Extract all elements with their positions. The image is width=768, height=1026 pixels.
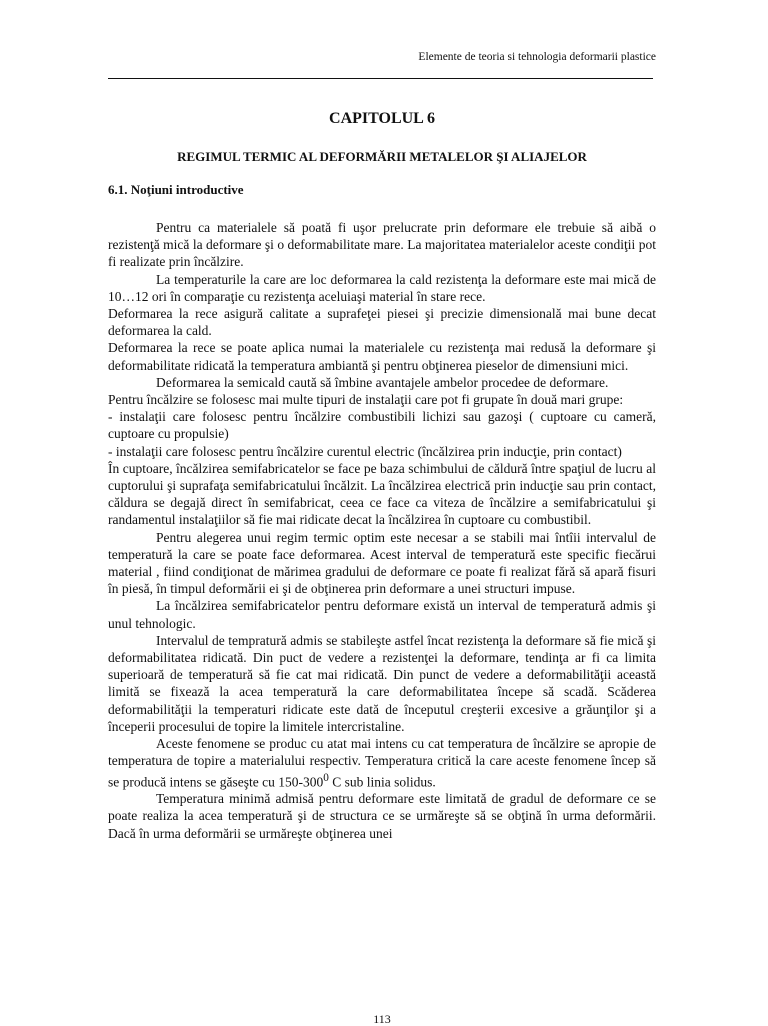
paragraph-text: C sub linia solidus. — [328, 774, 436, 789]
paragraph: La temperaturile la care are loc deformarea la cald rezistenţa la deformare este mai mică de 10…12 ori în comparaţie cu rezistenţa aceluiaşi material în stare rece. — [108, 271, 656, 304]
paragraph — [108, 735, 656, 790]
paragraph: Pentru alegerea unui regim termic optim este necesar a se stabili mai întîii intervalul de temperatură la care se poate face deformarea. Acest interval de temperatură este specific fiecărui material , fiind condiţionat de mărimea gradului de deformare ce poate fi realizat fără să apară fisuri în piesă, în timpul deformării ei şi de obţinerea prin deformare a unei structuri impuse. — [108, 529, 656, 597]
paragraph: Intervalul de tempratură admis se stabileşte astfel încat rezistenţa la deformare să fie mică şi deformabilitatea ridicată. Din puct de vedere a rezistenţei la deformare, tendinţa ar fi ca limita superioară de temperatură să fie cat mai ridicată. Din punct de vedere a deformabilităţii această limită se fixează la acea temperatură la care deformabilitatea începe să scadă. Scăderea deformabilităţii la temperaturi ridicate este dată de începutul creşterii excesive a grăunţilor şi a începerii procesului de topire la limitele intercristaline. — [108, 632, 656, 734]
list-item: - instalaţii care folosesc pentru încălzire curentul electric (încălzirea prin inducţie, prin contact) — [108, 443, 622, 459]
paragraph: Deformarea la semicald caută să îmbine avantajele ambelor procedee de deformare. — [156, 374, 609, 390]
header-rule — [108, 78, 653, 79]
paragraph: În cuptoare, încălzirea semifabricatelor se face pe baza schimbului de căldură între spaţiul de lucru al cuptorului şi suprafaţa semifabricatului încălzit. La încălzirea electrică prin inducţie sau prin contact, căldura se degajă direct în semifabricat, ceea ce face ca viteza de încălzire a semifabricatului şi randamentul instalaţiilor să fie mai ridicate decat la încălzirea în cuptoare cu combustibil. — [108, 460, 656, 528]
chapter-title: CAPITOLUL 6 — [329, 110, 435, 127]
section-title: 6.1. Noţiuni introductive — [108, 182, 244, 197]
superscript-degree: 0 — [323, 771, 329, 784]
paragraph: Deformarea la rece asigură calitate a suprafeţei piesei şi precizie dimensională mai bune decat deformarea la cald. — [108, 306, 656, 339]
list-item: - instalaţii care folosesc pentru încălzire combustibili lichizi sau gazoşi ( cuptoare cu cameră, cuptoare cu propulsie) — [108, 409, 656, 442]
body-text — [108, 219, 656, 842]
paragraph-text: Aceste fenomene se produc cu atat mai intens cu cat temperatura de încălzire se apropie de temperatura de topire a materialului respectiv. Temperatura critică la care aceste fenomene încep să se producă intens se găseşte cu 150-300 — [108, 736, 656, 789]
paragraph: Pentru ca materialele să poată fi uşor prelucrate prin deformare ele trebuie să aibă o rezistenţă mică la deformare şi o deformabilitate mare. La majoritatea materialelor aceste condiţii pot fi realizate prin încălzire. — [108, 220, 656, 270]
running-header: Elemente de teoria si tehnologia deformarii plastice — [418, 51, 656, 63]
page-number: 113 — [373, 1012, 391, 1026]
paragraph: Temperatura minimă admisă pentru deformare este limitată de gradul de deformare ce se poate realiza la acea temperatură şi de structura ce se urmăreşte să se obţină în urma deformării. Dacă în urma deformării se urmăreşte obţinerea unei — [108, 791, 656, 841]
paragraph: Pentru încălzire se folosesc mai multe tipuri de instalaţii care pot fi grupate în două mari grupe: — [108, 392, 624, 408]
chapter-subtitle: REGIMUL TERMIC AL DEFORMĂRII METALELOR ŞI ALIAJELOR — [177, 149, 587, 164]
paragraph: Deformarea la rece se poate aplica numai la materialele cu rezistenţa mai redusă la deformare şi deformabilitate ridicată la temperatura ambiantă şi pentru obţinerea pieselor de dimensiuni mici. — [108, 340, 656, 373]
paragraph: La încălzirea semifabricatelor pentru deformare există un interval de temperatură admis şi unul tehnologic. — [108, 598, 656, 631]
